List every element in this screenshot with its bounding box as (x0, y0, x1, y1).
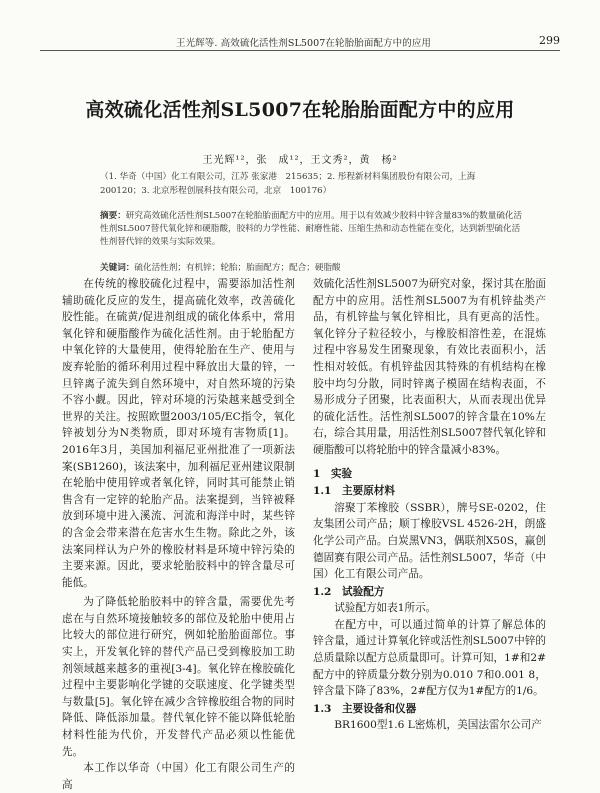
body-paragraph: 为了降低轮胎胶料中的锌含量，需要优先考虑在与自然环境接触较多的部位及轮胎中使用占比较大的部位进行研究，例如轮胎胎面部位。事实上，开发氧化锌的替代产品已受到橡胶加工助剂领域越来越多的重视[3-4]。氧化锌在橡胶硫化过程中主要影响化学键的交联速度、化学键类型与数量[5]。氧化锌在减少含锌橡胶组合物的同时降低、降低添加量。替代氧化锌不能以降低轮胎材料性能为代价，开发替代产品必须以性能优先。 (62, 596, 295, 758)
subsection-heading-materials: 1.1 主要原材料 (313, 485, 395, 498)
section-heading-experiment: 1 实验 (313, 467, 353, 480)
running-header (40, 34, 560, 51)
body-paragraph: 在配方中，可以通过简单的计算了解总体的锌含量，通过计算氧化锌或活性剂SL5007中锌的总质量除以配方总质量即可。计算可知，1#和2#配方中的锌质量分数分别为0.010 7和0.001 8，锌含量下降了83%，2#配方仅为1#配方的1/6。 (313, 618, 546, 698)
body-paragraph: 试验配方如表1所示。 (334, 602, 437, 615)
left-column (62, 276, 295, 793)
article-title: 高效硫化活性剂SL5007在轮胎胎面配方中的应用 (85, 99, 515, 121)
right-column (313, 276, 546, 734)
page-number: 299 (539, 34, 560, 47)
subsection-heading-equipment: 1.3 主要设备和仪器 (313, 702, 417, 715)
running-head-title: 王光辉等. 高效硫化活性剂SL5007在轮胎胎面配方中的应用 (176, 38, 432, 49)
body-paragraph: 溶聚丁苯橡胶（SSBR），牌号SE-0202，住友集团公司产品；顺丁橡胶VSL 4526-2H，朗盛化学公司产品。白炭黑VN3，偶联剂X50S，赢创德固赛有限公司产品。活性剂SL5007，华奇（中国）化工有限公司产品。 (313, 501, 546, 581)
body-paragraph: 效硫化活性剂SL5007为研究对象，探讨其在胎面配方中的应用。活性剂SL5007为有机锌盐类产品，有机锌盐与氧化锌相比，具有更高的活性。氧化锌分子粒径较小，与橡胶相溶性差，在混炼过程中容易发生团聚现象，有效比表面积小，活性相对较低。有机锌盐因其特殊的有机结构在橡胶中均匀分散，同时锌离子模固在结构表面，不易形成分子团聚，比表面积大，从而表现出优异的硫化活性。活性剂SL5007的锌含量在10%左右，综合其用量，用活性剂SL5007替代氧化锌和硬脂酸可以将轮胎中的锌含量减小83%。 (313, 278, 546, 456)
keywords (100, 262, 525, 275)
author-affiliation: （1. 华奇（中国）化工有限公司，江苏 张家港 215635；2. 彤程新材料集团股份有限公司，上海 200120；3. 北京彤程创展科技有限公司，北京 100176） (100, 172, 484, 196)
abstract-label: 摘要： (100, 211, 126, 221)
keywords-text: 硫化活性剂；有机锌；轮胎；胎面配方；配合；硬脂酸 (134, 263, 341, 273)
abstract-text: 研究高效硫化活性剂SL5007在轮胎胎面配方中的应用。用于以有效减少胶料中锌含量83%的数量硫化活性剂SL5007替代氧化锌和硬脂酸，胶料的力学性能、耐磨性能、压缩生热和动态性能在变化，达到新型硫化活性剂替代锌的效果与实际效果。 (100, 211, 523, 247)
subsection-heading-formula: 1.2 试验配方 (313, 585, 385, 598)
abstract (100, 210, 525, 249)
author-list: 王光辉¹²，张 成¹²，王文秀²，黄 杨² (202, 155, 398, 166)
keywords-label: 关键词： (100, 263, 135, 273)
body-paragraph: BR1600型1.6 L密炼机，美国法雷尔公司产 (334, 719, 542, 732)
body-paragraph: 本工作以华奇（中国）化工有限公司生产的高 (62, 762, 295, 791)
body-paragraph: 在传统的橡胶硫化过程中，需要添加活性剂辅助硫化反应的发生，提高硫化效率，改善硫化胶性能。在硫黄/促进剂组成的硫化体系中，常用氧化锌和硬脂酸作为硫化活性剂。由于轮胎配方中氧化锌的大量使用，使得轮胎在生产、使用与废弃轮胎的循环利用过程中释放出大量的锌，一旦锌离子流失到自然环境中，对自然环境的污染不容小觑。因此，锌对环境的污染越来越受到全世界的关注。按照欧盟2003/105/EC指令，氧化锌被划分为N类物质，即对环境有害物质[1]。2016年3月，美国加利福尼亚州批准了一项新法案(SB1260)，该法案中，加利福尼亚州建议限制在轮胎中使用锌或者氧化锌，同时其可能禁止销售含有一定锌的轮胎产品。法案提到，当锌被释放到环境中进入溪流、河流和海洋中时，某些锌的含金会带来潜在危害水生生物。除此之外，该法案同样认为户外的橡胶材料是环境中锌污染的主要来源。因此，要求轮胎胶料中的锌含量尽可能低。 (62, 278, 295, 589)
